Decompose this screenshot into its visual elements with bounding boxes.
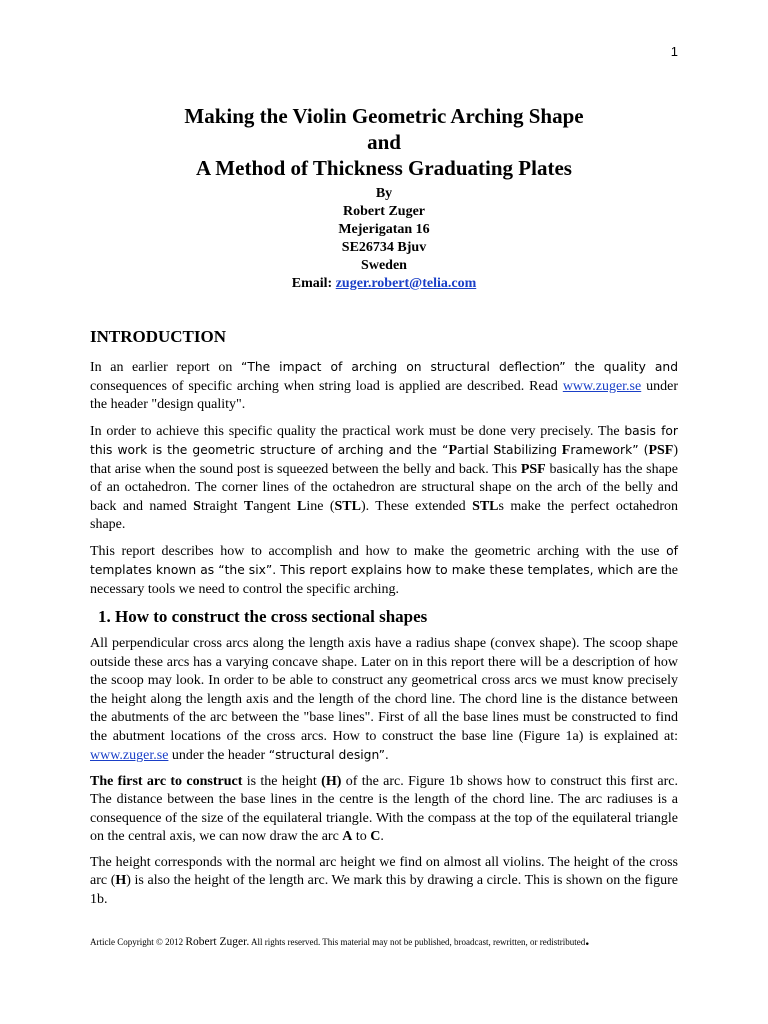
- intro-p2-text-i: angent: [253, 498, 291, 514]
- intro-p2-bold-s2: S: [193, 498, 201, 514]
- email-link[interactable]: zuger.robert@telia.com: [335, 276, 477, 291]
- intro-p1-text-b: “The impact of arching on structural deflection” the quality and: [240, 360, 678, 374]
- intro-p2-text-l: s make the perfect octahedron shape.: [90, 498, 679, 532]
- title-block: [90, 103, 678, 293]
- footer-text-a: Article Copyright © 2012: [90, 937, 184, 947]
- intro-p2-text-g: basically has the shape of an octahedron. The corner lines of the octahedron are structural shape on the arch of the belly and back and named: [90, 461, 679, 514]
- intro-p2-psf: PSF: [648, 443, 674, 458]
- intro-p2-bold-p: P: [448, 443, 457, 458]
- section-1-paragraph-3: [90, 854, 678, 910]
- s1-p2-bold-lead: The first arc to construct: [90, 773, 243, 789]
- intro-p2-stls: STL: [472, 498, 499, 514]
- intro-p2-bold-f: F: [561, 443, 571, 458]
- title-line-3: A Method of Thickness Graduating Plates: [196, 156, 572, 180]
- footer-text-b: All rights reserved. This material may not be published, broadcast, rewritten, or redistributed: [250, 937, 586, 947]
- s1-p2-text-end: .: [380, 829, 384, 844]
- zuger-link[interactable]: www.zuger.se: [562, 378, 642, 394]
- intro-p2-text-f: ) that arise when the sound post is squeezed between the belly and back. This: [90, 443, 679, 477]
- intro-p2-bold-l: L: [297, 498, 307, 514]
- intro-p2-text-c: artial: [457, 443, 489, 457]
- intro-p2-text-h: traight: [200, 498, 238, 514]
- intro-p2-text-e: ramework” (: [570, 443, 649, 457]
- s1-p2-bold-a: A: [342, 829, 353, 844]
- s1-p3-bold-h: H: [115, 873, 127, 888]
- intro-p1-text-c: consequences of specific arching when string load is applied are described. Read: [90, 378, 558, 394]
- zuger-link-2[interactable]: www.zuger.se: [90, 748, 169, 763]
- author-postal: SE26734 Bjuv: [341, 240, 427, 255]
- title-line-1: Making the Violin Geometric Arching Shape: [184, 104, 584, 128]
- s1-p2-bold-h: (H): [321, 773, 342, 789]
- footer-dot: .: [585, 932, 590, 949]
- page-number: 1: [670, 44, 678, 59]
- intro-p1-text-d: under the header "design quality".: [90, 378, 679, 412]
- main-content: [90, 326, 678, 916]
- intro-p3-text-b: of templates known as “the six”. This report explains how to make these templates, which are: [90, 543, 678, 577]
- footer-author-name: Robert Zuger.: [185, 936, 250, 948]
- author-by: By: [375, 186, 393, 201]
- author-block: [90, 185, 678, 293]
- intro-p2-text-d: tabilizing: [501, 443, 558, 457]
- intro-p2-text-k: ). These extended: [360, 498, 466, 514]
- intro-paragraph-2: [90, 422, 678, 535]
- intro-p2-bold-t: T: [243, 498, 254, 514]
- s1-p2-text-b: of the arc. Figure 1b shows how to construct this first arc. The distance between the base lines in the centre is the length of the chord line. The arc radiuses is a consequence of the size of the equilateral triangle. With the compass at the top of the equilateral triangle on the central axis, we can now draw the arc: [90, 773, 679, 844]
- intro-p3-text-c: the necessary tools we need to control the specific arching.: [90, 563, 678, 597]
- copyright-footer: [90, 932, 678, 950]
- intro-paragraph-1: [90, 358, 678, 415]
- s1-p1-text-b: under the header: [171, 748, 266, 763]
- s1-p2-bold-c: C: [370, 829, 381, 844]
- email-label: Email:: [291, 276, 333, 291]
- intro-p2-bold-s: S: [493, 443, 502, 458]
- intro-p1-text-a: In an earlier report on: [90, 360, 233, 375]
- section-1-paragraph-1: [90, 635, 678, 766]
- intro-paragraph-3: [90, 542, 678, 600]
- author-email-line: [90, 275, 678, 293]
- s1-p3-text-a: The height corresponds with the normal arc height we find on almost all violins. The height of the cross arc (: [90, 854, 678, 888]
- intro-p2-text-a: In order to achieve this specific quality the practical work must be done very precisely. The: [90, 423, 620, 439]
- author-country: Sweden: [361, 258, 407, 273]
- section-1-paragraph-2: [90, 773, 678, 847]
- intro-p2-psf-2: PSF: [520, 461, 546, 477]
- author-street: Mejerigatan 16: [338, 222, 430, 237]
- section-1-heading: 1. How to construct the cross sectional shapes: [98, 607, 428, 626]
- s1-p1-text-c: “structural design”.: [268, 748, 389, 762]
- s1-p3-text-b: ) is also the height of the length arc. We mark this by drawing a circle. This is shown on the figure 1b.: [90, 873, 678, 907]
- s1-p1-text-a: All perpendicular cross arcs along the length axis have a radius shape (convex shape). The scoop shape outside these arcs has a varying concave shape. Later on in this report there will be a description of how the scoop may look. In order to be able to construct any geometrical cross arcs we must know precisely the height along the length axis and the length of the chord line. The chord line is the distance between the abutments of the arc between the "base lines". First of all the base lines must be constructed to find the abutment locations of the cross arcs. How to construct the base line (Figure 1a) is explained at:: [90, 636, 678, 744]
- s1-p2-text-to: to: [355, 829, 367, 844]
- intro-p3-text-a: This report describes how to accomplish and how to make the geometric arching with the use: [90, 543, 660, 559]
- s1-p2-text-a: is the height: [246, 773, 317, 789]
- title-line-2: and: [367, 130, 401, 154]
- intro-p2-text-j: ine (: [306, 498, 335, 514]
- introduction-heading: INTRODUCTION: [90, 327, 227, 346]
- author-name: Robert Zuger: [342, 204, 426, 219]
- intro-p2-stl: STL: [334, 498, 361, 514]
- intro-p2-text-b: basis for this work is the geometric structure of arching and the “: [90, 423, 678, 457]
